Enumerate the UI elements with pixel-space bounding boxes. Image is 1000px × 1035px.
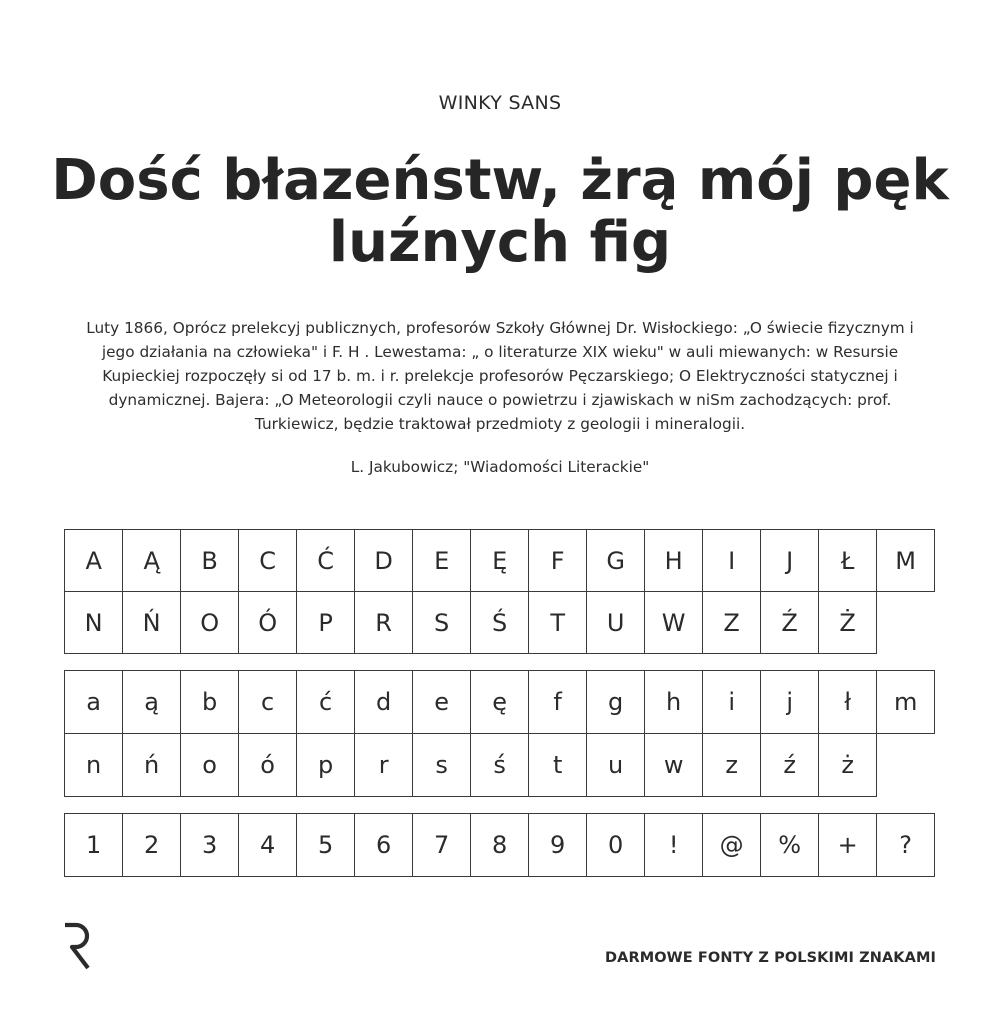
glyph-cell: N (64, 591, 123, 654)
glyph-cell: t (528, 733, 587, 797)
glyph-cell: ń (122, 733, 181, 797)
glyph-cell: + (818, 813, 877, 877)
glyph-cell: Ę (470, 529, 529, 592)
glyph-cell: n (64, 733, 123, 797)
glyph-cell: c (238, 670, 297, 734)
lowercase-glyph-grid (64, 670, 937, 796)
glyph-cell: 5 (296, 813, 355, 877)
glyph-cell: Ć (296, 529, 355, 592)
glyph-cell: 8 (470, 813, 529, 877)
glyph-cell: j (760, 670, 819, 734)
glyph-cell: b (180, 670, 239, 734)
glyph-cell: ź (760, 733, 819, 797)
glyph-cell: T (528, 591, 587, 654)
glyph-cell: A (64, 529, 123, 592)
source-citation: L. Jakubowicz; "Wiadomości Literackie" (350, 458, 650, 476)
glyph-cell: O (180, 591, 239, 654)
glyph-cell: m (876, 670, 935, 734)
glyph-cell: p (296, 733, 355, 797)
r-logo-icon (62, 922, 92, 970)
glyph-cell: I (702, 529, 761, 592)
glyph-cell: z (702, 733, 761, 797)
glyph-cell: Z (702, 591, 761, 654)
glyph-cell: D (354, 529, 413, 592)
glyph-cell: J (760, 529, 819, 592)
glyph-cell: u (586, 733, 645, 797)
glyph-cell: r (354, 733, 413, 797)
glyph-cell: U (586, 591, 645, 654)
glyph-cell: 9 (528, 813, 587, 877)
glyph-cell: i (702, 670, 761, 734)
body-text-specimen: Luty 1866, Oprócz prelekcyj publicznych, profesorów Szkoły Głównej Dr. Wisłockiego: „O świecie fizycznym i jego działania na człowieka" i F. H . Lewestama: „ o literaturze XIX wieku" w auli miewanych: w Resursie Kupieckiej rozpoczęły si od 17 b. m. i r. prelekcje profesorów Pęczarskiego; O Elektryczności statycznej i dynamicznej. Bajera: „O Meteorologii czyli nauce o powietrzu i zjawiskach w niSm zachodzących: prof. Turkiewicz, będzie traktował przedmioty z geologii i mineralogii. (86, 319, 914, 433)
glyph-cell: s (412, 733, 471, 797)
glyph-cell: Ń (122, 591, 181, 654)
glyph-cell: E (412, 529, 471, 592)
glyph-cell: 1 (64, 813, 123, 877)
glyph-cell: R (354, 591, 413, 654)
glyph-cell: o (180, 733, 239, 797)
glyph-cell: w (644, 733, 703, 797)
glyph-cell: ś (470, 733, 529, 797)
glyph-cell: 0 (586, 813, 645, 877)
glyph-cell: Ą (122, 529, 181, 592)
glyph-cell: C (238, 529, 297, 592)
glyph-cell: g (586, 670, 645, 734)
glyph-cell: Ó (238, 591, 297, 654)
glyph-cell: W (644, 591, 703, 654)
glyph-cell: ż (818, 733, 877, 797)
headline-specimen: Dość błazeństw, żrą mój pęk luźnych fig (51, 148, 949, 275)
glyph-cell: 6 (354, 813, 413, 877)
glyph-cell: h (644, 670, 703, 734)
glyph-cell: M (876, 529, 935, 592)
glyph-cell: B (180, 529, 239, 592)
glyph-cell: H (644, 529, 703, 592)
glyph-cell: ą (122, 670, 181, 734)
glyph-cell: 2 (122, 813, 181, 877)
glyph-cell: ł (818, 670, 877, 734)
glyph-cell: % (760, 813, 819, 877)
glyph-cell: Ź (760, 591, 819, 654)
glyph-cell: F (528, 529, 587, 592)
glyph-cell: Ł (818, 529, 877, 592)
glyph-cell: 7 (412, 813, 471, 877)
glyph-cell: ? (876, 813, 935, 877)
glyph-cell: 4 (238, 813, 297, 877)
figures-glyph-grid (64, 813, 937, 876)
glyph-cell: a (64, 670, 123, 734)
glyph-cell: ć (296, 670, 355, 734)
glyph-cell: d (354, 670, 413, 734)
glyph-cell: Ś (470, 591, 529, 654)
glyph-cell: e (412, 670, 471, 734)
footer-tagline: DARMOWE FONTY Z POLSKIMI ZNAKAMI (605, 950, 936, 966)
glyph-cell: Ż (818, 591, 877, 654)
font-name-title: WINKY SANS (438, 92, 562, 114)
glyph-cell: S (412, 591, 471, 654)
glyph-cell: G (586, 529, 645, 592)
glyph-cell: ! (644, 813, 703, 877)
glyph-cell: @ (702, 813, 761, 877)
glyph-cell: ę (470, 670, 529, 734)
glyph-cell: ó (238, 733, 297, 797)
glyph-cell: 3 (180, 813, 239, 877)
glyph-cell: f (528, 670, 587, 734)
uppercase-glyph-grid (64, 529, 937, 653)
glyph-cell: P (296, 591, 355, 654)
